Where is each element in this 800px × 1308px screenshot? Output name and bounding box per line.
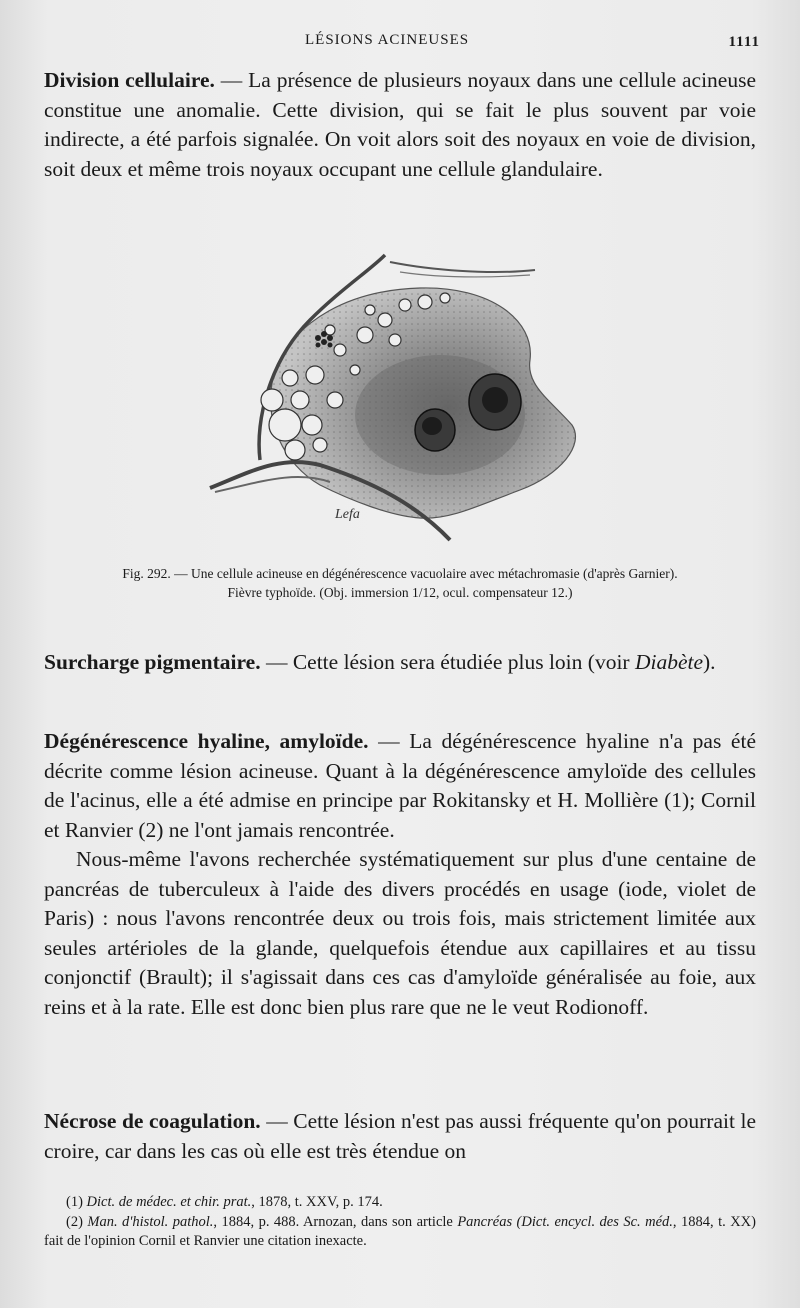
section-degenerescence-hyaline: [44, 727, 756, 1022]
footnote-text: , 1878, t. XXV, p. 174.: [251, 1194, 383, 1210]
figure-caption: [44, 564, 756, 602]
figure-292-illustration: [200, 250, 590, 550]
section-division-cellulaire: [44, 66, 756, 184]
section-heading: Dégénérescence hyaline, amyloïde.: [44, 729, 369, 753]
running-title: LÉSIONS ACINEUSES: [305, 32, 470, 48]
footnote-text-end: , 1884, t. XX) fait de l'opinion Cornil et Ranvier une citation inexacte.: [44, 1213, 756, 1249]
footnotes: [44, 1193, 756, 1252]
section-necrose-coagulation: [44, 1107, 756, 1166]
footnote-title: Man. d'histol. pathol.: [87, 1213, 214, 1230]
page-number: 1111: [728, 34, 760, 50]
footnote-text: , 1884, p. 488. Arnozan, dans son article: [213, 1213, 458, 1230]
artist-signature: Lefa: [335, 507, 360, 522]
footnote-title-2: Pancréas (Dict. encycl. des Sc. méd.: [457, 1213, 673, 1230]
page-header: [40, 32, 760, 54]
section-paragraph: Nous-même l'avons recherchée systématiquement sur plus d'une centaine de pancréas de tuberculeux à l'aide des divers procédés en usage (iode, violet de Paris) : nous l'avons rencontrée deux ou trois fois, mais strictement limitée aux seules artérioles de la glande, quelquefois étendue aux capillaires et au tissu conjonctif (Brault); il s'agissait dans ces cas d'amyloïde généralisée au foie, aux reins et à la rate. Elle est donc bien plus rare que ne le veut Rodionoff.: [44, 847, 756, 1019]
section-heading: Nécrose de coagulation.: [44, 1109, 261, 1133]
italic-reference: Diabète: [634, 650, 704, 674]
footnote-number: (1): [66, 1194, 87, 1210]
footnote-1: [44, 1193, 756, 1213]
section-text: — Cette lésion sera étudiée plus loin (voir: [260, 650, 635, 674]
footnote-number: (2): [66, 1213, 88, 1230]
caption-line-1: Fig. 292. — Une cellule acineuse en dégénérescence vacuolaire avec métachromasie (d'après Garnier).: [122, 566, 678, 581]
section-surcharge-pigmentaire: [44, 648, 756, 678]
footnote-title: Dict. de médec. et chir. prat.: [86, 1194, 252, 1210]
section-heading: Surcharge pigmentaire.: [44, 650, 261, 674]
footnote-2: [44, 1213, 756, 1252]
section-text: — Cette lésion n'est pas aussi fréquente qu'on pourrait le croire, car dans les cas où elle est très étendue on: [44, 1109, 757, 1163]
section-text: — La dégénérescence hyaline n'a pas été décrite comme lésion acineuse. Quant à la dégénérescence amyloïde des cellules de l'acinus, elle a été admise en principe par Rokitansky et H. Mollière (1); Cornil et Ranvier (2) ne l'ont jamais rencontrée.: [44, 729, 756, 842]
section-text-end: ).: [703, 650, 716, 674]
caption-line-2: Fièvre typhoïde. (Obj. immersion 1/12, ocul. compensateur 12.): [227, 585, 573, 600]
section-heading: Division cellulaire.: [44, 68, 215, 92]
section-text: — La présence de plusieurs noyaux dans une cellule acineuse constitue une anomalie. Cette division, qui se fait le plus souvent par voie indirecte, a été parfois signalée. On voit alors soit des noyaux en voie de division, soit deux et même trois noyaux occupant une cellule glandulaire.: [44, 68, 756, 181]
